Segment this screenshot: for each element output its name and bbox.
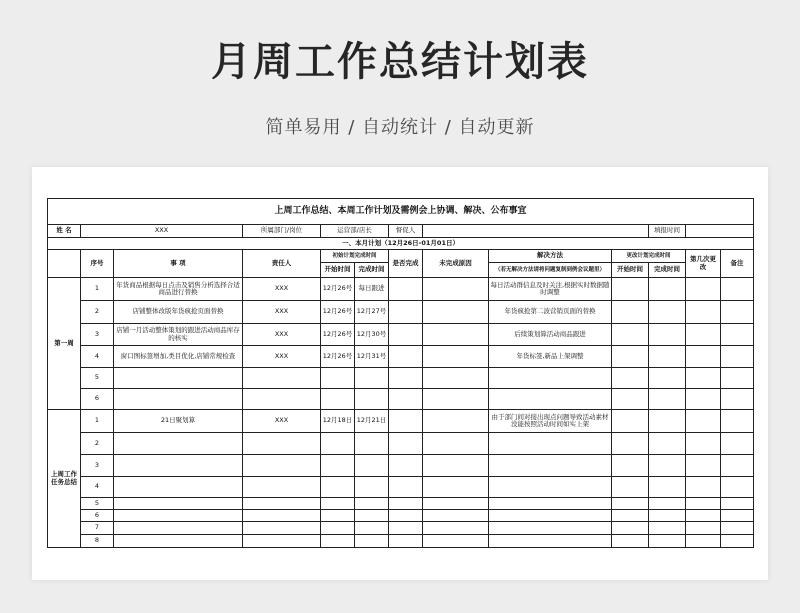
changed-finish-cell[interactable] bbox=[649, 477, 686, 498]
table-row bbox=[48, 535, 754, 548]
lastweek-group-label: 上周工作任务总结 bbox=[48, 410, 81, 548]
header-done: 是否完成 bbox=[389, 250, 423, 278]
changed-start-cell[interactable] bbox=[612, 455, 649, 477]
changed-finish-cell[interactable] bbox=[649, 510, 686, 522]
done-cell[interactable] bbox=[389, 410, 423, 433]
seq-cell: 2 bbox=[81, 433, 114, 455]
seq-cell: 6 bbox=[81, 510, 114, 522]
changed-finish-cell[interactable] bbox=[649, 368, 686, 389]
done-cell[interactable] bbox=[389, 389, 423, 410]
remark-cell[interactable] bbox=[721, 301, 754, 324]
solution-cell[interactable]: 每日活动群信息及时关注,根据实时数据随时调整 bbox=[489, 278, 612, 301]
header-blank bbox=[48, 250, 81, 278]
start-cell[interactable]: 12月26号 bbox=[321, 301, 355, 324]
nth-change-cell[interactable] bbox=[686, 477, 721, 498]
reason-cell[interactable] bbox=[423, 324, 489, 346]
reason-cell[interactable] bbox=[423, 477, 489, 498]
seq-cell: 2 bbox=[81, 301, 114, 324]
finish-cell[interactable] bbox=[355, 389, 389, 410]
start-cell[interactable] bbox=[321, 510, 355, 522]
reason-cell[interactable] bbox=[423, 389, 489, 410]
solution-cell[interactable] bbox=[489, 535, 612, 548]
table-row bbox=[48, 389, 754, 410]
finish-cell[interactable] bbox=[355, 510, 389, 522]
table-row bbox=[48, 278, 754, 301]
finish-cell[interactable]: 12月30号 bbox=[355, 324, 389, 346]
seq-cell: 1 bbox=[81, 278, 114, 301]
item-cell[interactable] bbox=[114, 510, 243, 522]
nth-change-cell[interactable] bbox=[686, 324, 721, 346]
solution-cell[interactable] bbox=[489, 389, 612, 410]
solution-cell[interactable] bbox=[489, 498, 612, 510]
start-cell[interactable] bbox=[321, 455, 355, 477]
reason-cell[interactable] bbox=[423, 510, 489, 522]
date-label: 填报时间 bbox=[649, 225, 686, 238]
remark-cell[interactable] bbox=[721, 455, 754, 477]
item-cell[interactable]: 21日聚划算 bbox=[114, 410, 243, 433]
seq-cell: 3 bbox=[81, 455, 114, 477]
name-value[interactable]: XXX bbox=[81, 225, 243, 238]
finish-cell[interactable] bbox=[355, 368, 389, 389]
item-cell[interactable]: 年货商品根据每日点击及销售分析选择合适商品进行替换 bbox=[114, 278, 243, 301]
header-seq: 序号 bbox=[81, 250, 114, 278]
owner-cell[interactable] bbox=[243, 535, 321, 548]
remark-cell[interactable] bbox=[721, 498, 754, 510]
done-cell[interactable] bbox=[389, 324, 423, 346]
table-row bbox=[48, 455, 754, 477]
table-row bbox=[48, 368, 754, 389]
start-cell[interactable] bbox=[321, 433, 355, 455]
solution-cell[interactable]: 年货疯抢第二波营销页面的替换 bbox=[489, 301, 612, 324]
remark-cell[interactable] bbox=[721, 324, 754, 346]
changed-start-cell[interactable] bbox=[612, 278, 649, 301]
nth-change-cell[interactable] bbox=[686, 433, 721, 455]
done-cell[interactable] bbox=[389, 368, 423, 389]
nth-change-cell[interactable] bbox=[686, 455, 721, 477]
header-item: 事 项 bbox=[114, 250, 243, 278]
start-cell[interactable]: 12月26号 bbox=[321, 278, 355, 301]
header-init-time: 初始计划完成时间 bbox=[321, 250, 389, 263]
done-cell[interactable] bbox=[389, 278, 423, 301]
start-cell[interactable] bbox=[321, 498, 355, 510]
seq-cell: 7 bbox=[81, 522, 114, 535]
solution-cell[interactable]: 由于部门间对接出现点问题导致活动素材没能按照活动时间如实上架 bbox=[489, 410, 612, 433]
item-cell[interactable] bbox=[114, 535, 243, 548]
work-summary-table bbox=[47, 198, 754, 548]
done-cell[interactable] bbox=[389, 433, 423, 455]
remark-cell[interactable] bbox=[721, 522, 754, 535]
header-changed-time: 更改计划完成时间 bbox=[612, 250, 686, 263]
header-reason: 未完成原因 bbox=[423, 250, 489, 278]
owner-cell[interactable] bbox=[243, 368, 321, 389]
table-row bbox=[48, 498, 754, 510]
remark-cell[interactable] bbox=[721, 433, 754, 455]
remark-cell[interactable] bbox=[721, 477, 754, 498]
done-cell[interactable] bbox=[389, 455, 423, 477]
reason-cell[interactable] bbox=[423, 346, 489, 368]
table-row bbox=[48, 324, 754, 346]
remark-cell[interactable] bbox=[721, 368, 754, 389]
seq-cell: 8 bbox=[81, 535, 114, 548]
table-row bbox=[48, 301, 754, 324]
owner-cell[interactable] bbox=[243, 522, 321, 535]
header-solution: 解决方法 bbox=[489, 250, 612, 263]
done-cell[interactable] bbox=[389, 301, 423, 324]
solution-cell[interactable] bbox=[489, 510, 612, 522]
changed-finish-cell[interactable] bbox=[649, 389, 686, 410]
nth-change-cell[interactable] bbox=[686, 510, 721, 522]
changed-start-cell[interactable] bbox=[612, 433, 649, 455]
supervisor-value[interactable] bbox=[423, 225, 649, 238]
changed-finish-cell[interactable] bbox=[649, 278, 686, 301]
start-cell[interactable] bbox=[321, 535, 355, 548]
finish-cell[interactable] bbox=[355, 433, 389, 455]
item-cell[interactable] bbox=[114, 498, 243, 510]
done-cell[interactable] bbox=[389, 346, 423, 368]
changed-finish-cell[interactable] bbox=[649, 410, 686, 433]
changed-finish-cell[interactable] bbox=[649, 346, 686, 368]
solution-cell[interactable] bbox=[489, 477, 612, 498]
changed-start-cell[interactable] bbox=[612, 324, 649, 346]
done-cell[interactable] bbox=[389, 510, 423, 522]
table-row bbox=[48, 346, 754, 368]
item-cell[interactable]: 窗口图标签增加,类目优化,店铺常规检查 bbox=[114, 346, 243, 368]
remark-cell[interactable] bbox=[721, 389, 754, 410]
owner-cell[interactable]: XXX bbox=[243, 278, 321, 301]
changed-finish-cell[interactable] bbox=[649, 455, 686, 477]
nth-change-cell[interactable] bbox=[686, 410, 721, 433]
done-cell[interactable] bbox=[389, 522, 423, 535]
owner-cell[interactable]: XXX bbox=[243, 324, 321, 346]
finish-cell[interactable] bbox=[355, 498, 389, 510]
finish-cell[interactable] bbox=[355, 522, 389, 535]
section-month-plan: 一、本月计划（12月26日-01月01日） bbox=[48, 238, 754, 250]
header-finish: 完成时间 bbox=[355, 263, 389, 278]
reason-cell[interactable] bbox=[423, 410, 489, 433]
reason-cell[interactable] bbox=[423, 455, 489, 477]
header-nth-change: 第几次更改 bbox=[686, 250, 721, 278]
owner-cell[interactable] bbox=[243, 498, 321, 510]
item-cell[interactable] bbox=[114, 389, 243, 410]
owner-cell[interactable] bbox=[243, 389, 321, 410]
nth-change-cell[interactable] bbox=[686, 346, 721, 368]
start-cell[interactable] bbox=[321, 389, 355, 410]
dept-value[interactable]: 运营部/店长 bbox=[321, 225, 389, 238]
finish-cell[interactable] bbox=[355, 535, 389, 548]
changed-finish-cell[interactable] bbox=[649, 301, 686, 324]
changed-finish-cell[interactable] bbox=[649, 433, 686, 455]
item-cell[interactable]: 店铺整体改版年货疯抢页面替换 bbox=[114, 301, 243, 324]
table-row bbox=[48, 510, 754, 522]
remark-cell[interactable] bbox=[721, 278, 754, 301]
remark-cell[interactable] bbox=[721, 535, 754, 548]
changed-finish-cell[interactable] bbox=[649, 324, 686, 346]
remark-cell[interactable] bbox=[721, 410, 754, 433]
spreadsheet-card bbox=[32, 167, 768, 580]
owner-cell[interactable] bbox=[243, 433, 321, 455]
changed-finish-cell[interactable] bbox=[649, 498, 686, 510]
finish-cell[interactable] bbox=[355, 477, 389, 498]
item-cell[interactable] bbox=[114, 455, 243, 477]
done-cell[interactable] bbox=[389, 477, 423, 498]
supervisor-label: 督促人 bbox=[389, 225, 423, 238]
reason-cell[interactable] bbox=[423, 498, 489, 510]
nth-change-cell[interactable] bbox=[686, 301, 721, 324]
owner-cell[interactable]: XXX bbox=[243, 410, 321, 433]
header-start: 开始时间 bbox=[321, 263, 355, 278]
table-row bbox=[48, 522, 754, 535]
seq-cell: 4 bbox=[81, 346, 114, 368]
table-row bbox=[48, 410, 754, 433]
finish-cell[interactable]: 每日跟进 bbox=[355, 278, 389, 301]
changed-finish-cell[interactable] bbox=[649, 522, 686, 535]
reason-cell[interactable] bbox=[423, 368, 489, 389]
seq-cell: 6 bbox=[81, 389, 114, 410]
nth-change-cell[interactable] bbox=[686, 522, 721, 535]
seq-cell: 1 bbox=[81, 410, 114, 433]
changed-start-cell[interactable] bbox=[612, 522, 649, 535]
changed-start-cell[interactable] bbox=[612, 389, 649, 410]
done-cell[interactable] bbox=[389, 498, 423, 510]
owner-cell[interactable]: XXX bbox=[243, 346, 321, 368]
solution-cell[interactable] bbox=[489, 522, 612, 535]
solution-cell[interactable]: 年货标签,新品上架调整 bbox=[489, 346, 612, 368]
page-subtitle: 简单易用 / 自动统计 / 自动更新 bbox=[265, 117, 535, 138]
item-cell[interactable] bbox=[114, 477, 243, 498]
page-title: 月周工作总结计划表 bbox=[211, 39, 589, 85]
name-label: 姓 名 bbox=[48, 225, 81, 238]
seq-cell: 5 bbox=[81, 498, 114, 510]
item-cell[interactable] bbox=[114, 433, 243, 455]
start-cell[interactable] bbox=[321, 522, 355, 535]
changed-start-cell[interactable] bbox=[612, 346, 649, 368]
week1-group-label: 第一周 bbox=[48, 278, 81, 410]
reason-cell[interactable] bbox=[423, 535, 489, 548]
start-cell[interactable]: 12月26号 bbox=[321, 346, 355, 368]
owner-cell[interactable]: XXX bbox=[243, 301, 321, 324]
changed-start-cell[interactable] bbox=[612, 301, 649, 324]
finish-cell[interactable] bbox=[355, 455, 389, 477]
changed-start-cell[interactable] bbox=[612, 477, 649, 498]
item-cell[interactable] bbox=[114, 368, 243, 389]
dept-label: 所属部门/岗位 bbox=[243, 225, 321, 238]
changed-start-cell[interactable] bbox=[612, 498, 649, 510]
finish-cell[interactable]: 12月27号 bbox=[355, 301, 389, 324]
owner-cell[interactable] bbox=[243, 510, 321, 522]
start-cell[interactable]: 12月26号 bbox=[321, 324, 355, 346]
header-start2: 开始时间 bbox=[612, 263, 649, 278]
header-remark: 备注 bbox=[721, 250, 754, 278]
header-finish2: 完成时间 bbox=[649, 263, 686, 278]
seq-cell: 3 bbox=[81, 324, 114, 346]
table-row bbox=[48, 477, 754, 498]
seq-cell: 4 bbox=[81, 477, 114, 498]
remark-cell[interactable] bbox=[721, 510, 754, 522]
start-cell[interactable] bbox=[321, 368, 355, 389]
start-cell[interactable] bbox=[321, 477, 355, 498]
solution-cell[interactable]: 后续策划算活动商品跟进 bbox=[489, 324, 612, 346]
changed-start-cell[interactable] bbox=[612, 368, 649, 389]
header-owner: 责任人 bbox=[243, 250, 321, 278]
solution-cell[interactable] bbox=[489, 455, 612, 477]
reason-cell[interactable] bbox=[423, 433, 489, 455]
changed-start-cell[interactable] bbox=[612, 410, 649, 433]
start-cell[interactable]: 12月18日 bbox=[321, 410, 355, 433]
solution-cell[interactable] bbox=[489, 433, 612, 455]
item-cell[interactable]: 店铺一月活动整体策划的跟进活动商品库存的核实 bbox=[114, 324, 243, 346]
nth-change-cell[interactable] bbox=[686, 368, 721, 389]
remark-cell[interactable] bbox=[721, 346, 754, 368]
nth-change-cell[interactable] bbox=[686, 535, 721, 548]
solution-cell[interactable] bbox=[489, 368, 612, 389]
changed-start-cell[interactable] bbox=[612, 510, 649, 522]
nth-change-cell[interactable] bbox=[686, 498, 721, 510]
date-value[interactable] bbox=[686, 225, 754, 238]
changed-start-cell[interactable] bbox=[612, 535, 649, 548]
item-cell[interactable] bbox=[114, 522, 243, 535]
finish-cell[interactable]: 12月31号 bbox=[355, 346, 389, 368]
reason-cell[interactable] bbox=[423, 278, 489, 301]
owner-cell[interactable] bbox=[243, 455, 321, 477]
seq-cell: 5 bbox=[81, 368, 114, 389]
done-cell[interactable] bbox=[389, 535, 423, 548]
changed-finish-cell[interactable] bbox=[649, 535, 686, 548]
sheet-title: 上周工作总结、本周工作计划及需例会上协调、解决、公布事宜 bbox=[48, 199, 754, 225]
owner-cell[interactable] bbox=[243, 477, 321, 498]
nth-change-cell[interactable] bbox=[686, 278, 721, 301]
nth-change-cell[interactable] bbox=[686, 389, 721, 410]
header-solution-note: （若无解决方法请将问题复制到例会议题里） bbox=[489, 263, 612, 278]
reason-cell[interactable] bbox=[423, 522, 489, 535]
reason-cell[interactable] bbox=[423, 301, 489, 324]
table-row bbox=[48, 433, 754, 455]
finish-cell[interactable]: 12月21日 bbox=[355, 410, 389, 433]
